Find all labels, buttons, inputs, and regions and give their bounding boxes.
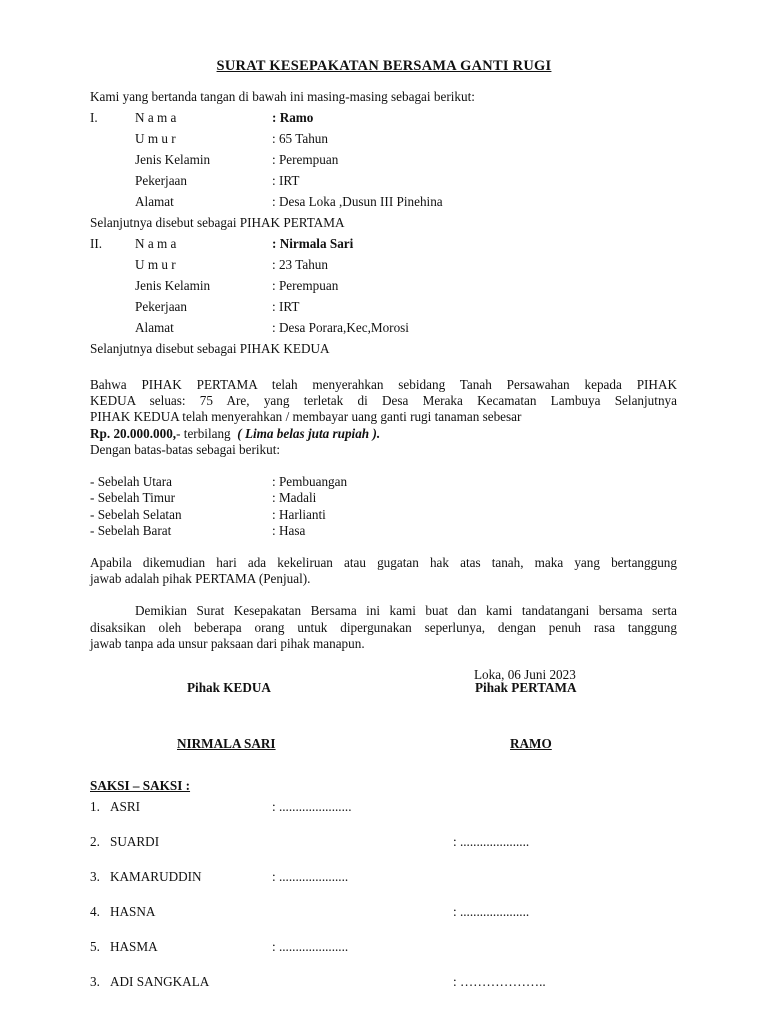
border-value: : Pembuangan (272, 474, 348, 489)
intro-text: Kami yang bertanda tangan di bawah ini masing-masing sebagai berikut: (90, 89, 475, 104)
witness-number: 3. (90, 869, 100, 884)
right-signatory-role: Pihak PERTAMA (475, 680, 577, 695)
party1-label-umur: U m u r (135, 131, 176, 146)
party2-jenis-kelamin: : Perempuan (272, 278, 339, 293)
party2-label-umur: U m u r (135, 257, 176, 272)
party2-alamat: : Desa Porara,Kec,Morosi (272, 320, 409, 335)
amount-words: ( Lima belas juta rupiah ). (237, 426, 381, 441)
witness-name: ADI SANGKALA (110, 974, 210, 989)
party2-umur: : 23 Tahun (272, 257, 328, 272)
party2-pekerjaan: : IRT (272, 299, 300, 314)
closing-line-3: jawab tanpa ada unsur paksaan dari pihak manapun. (90, 636, 365, 651)
agreement-amount-line (90, 426, 380, 442)
agreement-line-2: KEDUA seluas: 75 Are, yang terletak di Desa Meraka Kecamatan Lambuya Selanjutnya (90, 393, 677, 408)
border-label: - Sebelah Barat (90, 523, 172, 538)
party2-closing: Selanjutnya disebut sebagai PIHAK KEDUA (90, 341, 330, 356)
border-label: - Sebelah Utara (90, 474, 173, 489)
border-value: : Harlianti (272, 507, 326, 522)
witness-name: KAMARUDDIN (110, 869, 202, 884)
party2-label-pekerjaan: Pekerjaan (135, 299, 187, 314)
party1-jenis-kelamin: : Perempuan (272, 152, 339, 167)
party1-nama: : Ramo (272, 110, 314, 125)
left-signatory-role: Pihak KEDUA (187, 680, 271, 695)
witness-name: ASRI (110, 799, 141, 814)
agreement-line-3: PIHAK KEDUA telah menyerahkan / membayar uang ganti rugi tanaman sebesar (90, 409, 522, 424)
border-value: : Madali (272, 490, 317, 505)
witness-name: HASNA (110, 904, 156, 919)
right-signatory-name: RAMO (510, 736, 552, 751)
amount-tail: - terbilang (176, 426, 231, 441)
party1-pekerjaan: : IRT (272, 173, 300, 188)
witness-number: 4. (90, 904, 100, 919)
party1-label-alamat: Alamat (135, 194, 174, 209)
party2-label-jenis-kelamin: Jenis Kelamin (135, 278, 211, 293)
witness-signature-line: : ..................... (453, 904, 530, 919)
party2-label-alamat: Alamat (135, 320, 174, 335)
party2-numeral: II. (90, 236, 103, 251)
witness-number: 1. (90, 799, 100, 814)
party1-label-pekerjaan: Pekerjaan (135, 173, 187, 188)
closing-line-2: disaksikan oleh beberapa orang untuk dipergunakan seperlunya, dengan penuh rasa tanggung (90, 620, 677, 635)
border-label: - Sebelah Timur (90, 490, 175, 505)
borders-intro: Dengan batas-batas sebagai berikut: (90, 442, 281, 457)
left-signatory-name: NIRMALA SARI (177, 736, 276, 751)
border-label: - Sebelah Selatan (90, 507, 182, 522)
witness-number: 2. (90, 834, 100, 849)
witness-signature-line: : ……………….. (453, 974, 546, 989)
witness-signature-line: : ..................... (453, 834, 530, 849)
border-value: : Hasa (272, 523, 306, 538)
place-date: Loka, 06 Juni 2023 (474, 667, 576, 682)
witness-signature-line: : ..................... (272, 939, 349, 954)
witness-name: SUARDI (110, 834, 160, 849)
agreement-line-1: Bahwa PIHAK PERTAMA telah menyerahkan sebidang Tanah Persawahan kepada PIHAK (90, 377, 677, 392)
party1-numeral: I. (90, 110, 98, 125)
closing-line-1: Demikian Surat Kesepakatan Bersama ini kami buat dan kami tandatangani bersama serta (135, 603, 677, 618)
party1-closing: Selanjutnya disebut sebagai PIHAK PERTAMA (90, 215, 345, 230)
witnesses-title: SAKSI – SAKSI : (90, 778, 191, 793)
witness-number: 5. (90, 939, 100, 954)
party1-label-nama: N a m a (135, 110, 177, 125)
disclaimer-line-2: jawab adalah pihak PERTAMA (Penjual). (90, 571, 311, 586)
party1-alamat: : Desa Loka ,Dusun III Pinehina (272, 194, 443, 209)
witness-signature-line: : ..................... (272, 869, 349, 884)
amount-value: Rp. 20.000.000, (90, 426, 177, 441)
party1-label-jenis-kelamin: Jenis Kelamin (135, 152, 211, 167)
witness-signature-line: : ...................... (272, 799, 352, 814)
party2-nama: : Nirmala Sari (272, 236, 354, 251)
party1-umur: : 65 Tahun (272, 131, 328, 146)
disclaimer-line-1: Apabila dikemudian hari ada kekeliruan atau gugatan hak atas tanah, maka yang bertanggung (90, 555, 677, 570)
witness-number: 3. (90, 974, 100, 989)
witness-name: HASMA (110, 939, 158, 954)
document-title: SURAT KESEPAKATAN BERSAMA GANTI RUGI (216, 58, 552, 74)
party2-label-nama: N a m a (135, 236, 177, 251)
